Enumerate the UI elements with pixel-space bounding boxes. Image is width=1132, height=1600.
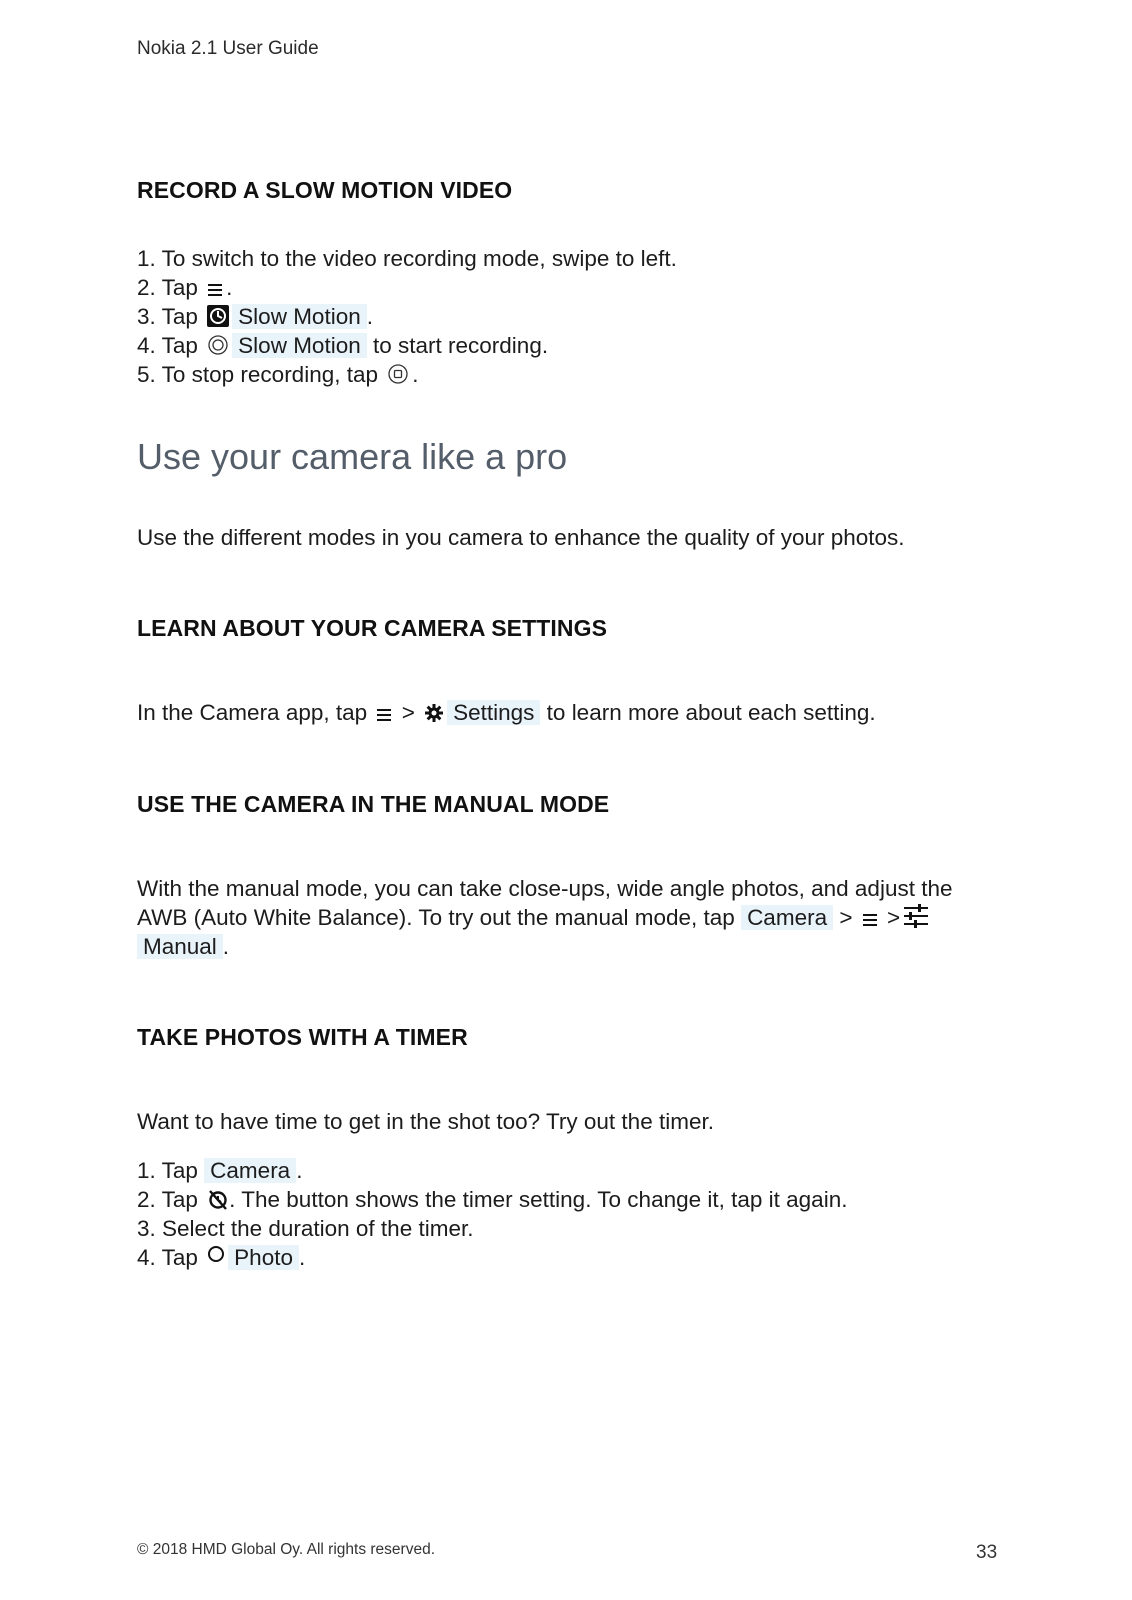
list-item: 3. Select the duration of the timer. bbox=[137, 1216, 474, 1241]
list-item: 1. To switch to the video recording mode, swipe to left. bbox=[137, 246, 677, 271]
shutter-icon bbox=[207, 1245, 225, 1263]
sliders-icon bbox=[903, 904, 929, 928]
menu-icon bbox=[207, 282, 223, 298]
gear-icon bbox=[424, 703, 444, 723]
list-item: 2. Tap . bbox=[137, 275, 233, 300]
list-item: 4. Tap Slow Motion to start recording. bbox=[137, 333, 549, 358]
stop-icon bbox=[387, 363, 409, 385]
chapter-title: Use your camera like a pro bbox=[137, 436, 568, 477]
section-heading-settings: LEARN ABOUT YOUR CAMERA SETTINGS bbox=[137, 615, 608, 641]
timer-intro: Want to have time to get in the shot too? Try out the timer. bbox=[137, 1109, 714, 1134]
list-item: 2. Tap . The button shows the timer setting. To change it, tap it again. bbox=[137, 1187, 848, 1212]
timer-steps bbox=[137, 1156, 847, 1272]
slow-motion-mode-icon bbox=[207, 305, 229, 327]
section-heading-timer: TAKE PHOTOS WITH A TIMER bbox=[137, 1024, 468, 1050]
list-item: 4. Tap Photo . bbox=[137, 1245, 306, 1270]
timer-icon bbox=[207, 1188, 229, 1210]
running-header: Nokia 2.1 User Guide bbox=[137, 38, 319, 59]
list-item: 5. To stop recording, tap . bbox=[137, 362, 419, 387]
manual-instruction: With the manual mode, you can take close-ups, wide angle photos, and adjust the AWB (Auto White Balance). To try out the manual mode, tap Camera > > Manual . bbox=[137, 876, 953, 959]
section-heading-manual: USE THE CAMERA IN THE MANUAL MODE bbox=[137, 791, 610, 817]
record-icon bbox=[207, 334, 229, 356]
slow-motion-steps bbox=[137, 244, 677, 389]
menu-icon bbox=[862, 912, 878, 928]
list-item: 3. Tap Slow Motion . bbox=[137, 304, 373, 329]
footer-copyright: © 2018 HMD Global Oy. All rights reserved. bbox=[137, 1541, 435, 1558]
page-number: 33 bbox=[976, 1542, 998, 1563]
menu-icon bbox=[376, 707, 392, 723]
section-heading-slow-motion: RECORD A SLOW MOTION VIDEO bbox=[137, 177, 513, 203]
settings-instruction: In the Camera app, tap > Settings to learn more about each setting. bbox=[137, 700, 876, 725]
chapter-intro: Use the different modes in you camera to enhance the quality of your photos. bbox=[137, 525, 905, 550]
list-item: 1. Tap Camera . bbox=[137, 1158, 303, 1183]
